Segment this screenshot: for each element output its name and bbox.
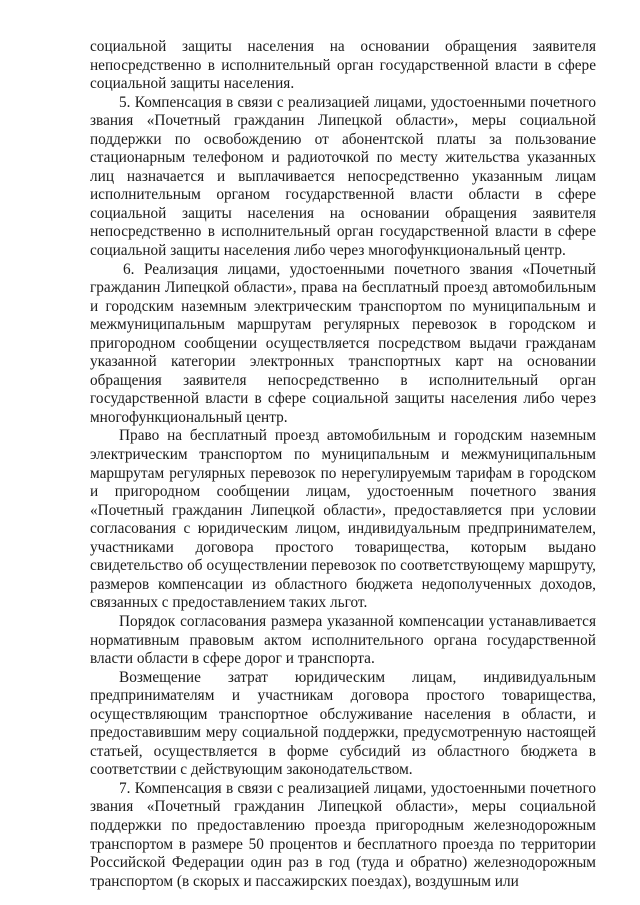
paragraph-compensation-procedure: Порядок согласования размера указанной компенсации устанавливается нормативным правовым актом исполнительного органа государственной власти области в сфере дорог и транспорта. bbox=[90, 612, 596, 668]
paragraph-item-6: 6. Реализация лицами, удостоенными почетного звания «Почетный гражданин Липецкой области», права на бесплатный проезд автомобильным и городским наземным электрическим транспортом по муниципальным и межмуниципальным маршрутам регулярных перевозок в городском и пригородном сообщении осуществляется посредством выдачи гражданам указанной категории электронных транспортных карт на основании обращения заявителя непосредственно в исполнительный орган государственной власти в сфере социальной защиты населения либо через многофункциональный центр. bbox=[90, 260, 596, 426]
paragraph-free-travel-right: Право на бесплатный проезд автомобильным и городским наземным электрическим транспортом по муниципальным и межмуниципальным маршрутам регулярных перевозок по нерегулируемым тарифам в городском и пригородном сообщении лицам, удостоенным почетного звания «Почетный гражданин Липецкой области», предоставляется при условии согласования с юридическим лицом, индивидуальным предпринимателем, участниками договора простого товарищества, которым выдано свидетельство об осуществлении перевозок по соответствующему маршруту, размеров компенсации из областного бюджета недополученных доходов, связанных с предоставлением таких льгот. bbox=[90, 427, 596, 612]
paragraph-continuation: социальной защиты населения на основании обращения заявителя непосредственно в исполнительный орган государственной власти в сфере социальной защиты населения. bbox=[90, 38, 596, 93]
paragraph-item-5: 5. Компенсация в связи с реализацией лицами, удостоенными почетного звания «Почетный гражданин Липецкой области», меры социальной поддержки по освобождению от абонентской платы за пользование стационарным телефоном и радиоточкой по месту жительства указанных лиц назначается и выплачивается непосредственно указанным лицам исполнительным органом государственной власти области в сфере социальной защиты населения на основании обращения заявителя непосредственно в исполнительный орган государственной власти в сфере социальной защиты населения либо через многофункциональный центр. bbox=[90, 93, 596, 260]
document-body bbox=[90, 38, 596, 891]
paragraph-item-7: 7. Компенсация в связи с реализацией лицами, удостоенными почетного звания «Почетный гражданин Липецкой области», меры социальной поддержки по предоставлению проезда пригородным железнодорожным транспортом в размере 50 процентов и бесплатного проезда по территории Российской Федерации один раз в год (туда и обратно) железнодорожным транспортом (в скорых и пассажирских поездах), воздушным или bbox=[90, 779, 596, 890]
paragraph-cost-reimbursement: Возмещение затрат юридическим лицам, индивидуальным предпринимателям и участникам договора простого товарищества, осуществляющим транспортное обслуживание населения в области, и предоставившим меру социальной поддержки, предусмотренную настоящей статьей, осуществляется в форме субсидий из областного бюджета в соответствии с действующим законодательством. bbox=[90, 668, 596, 779]
